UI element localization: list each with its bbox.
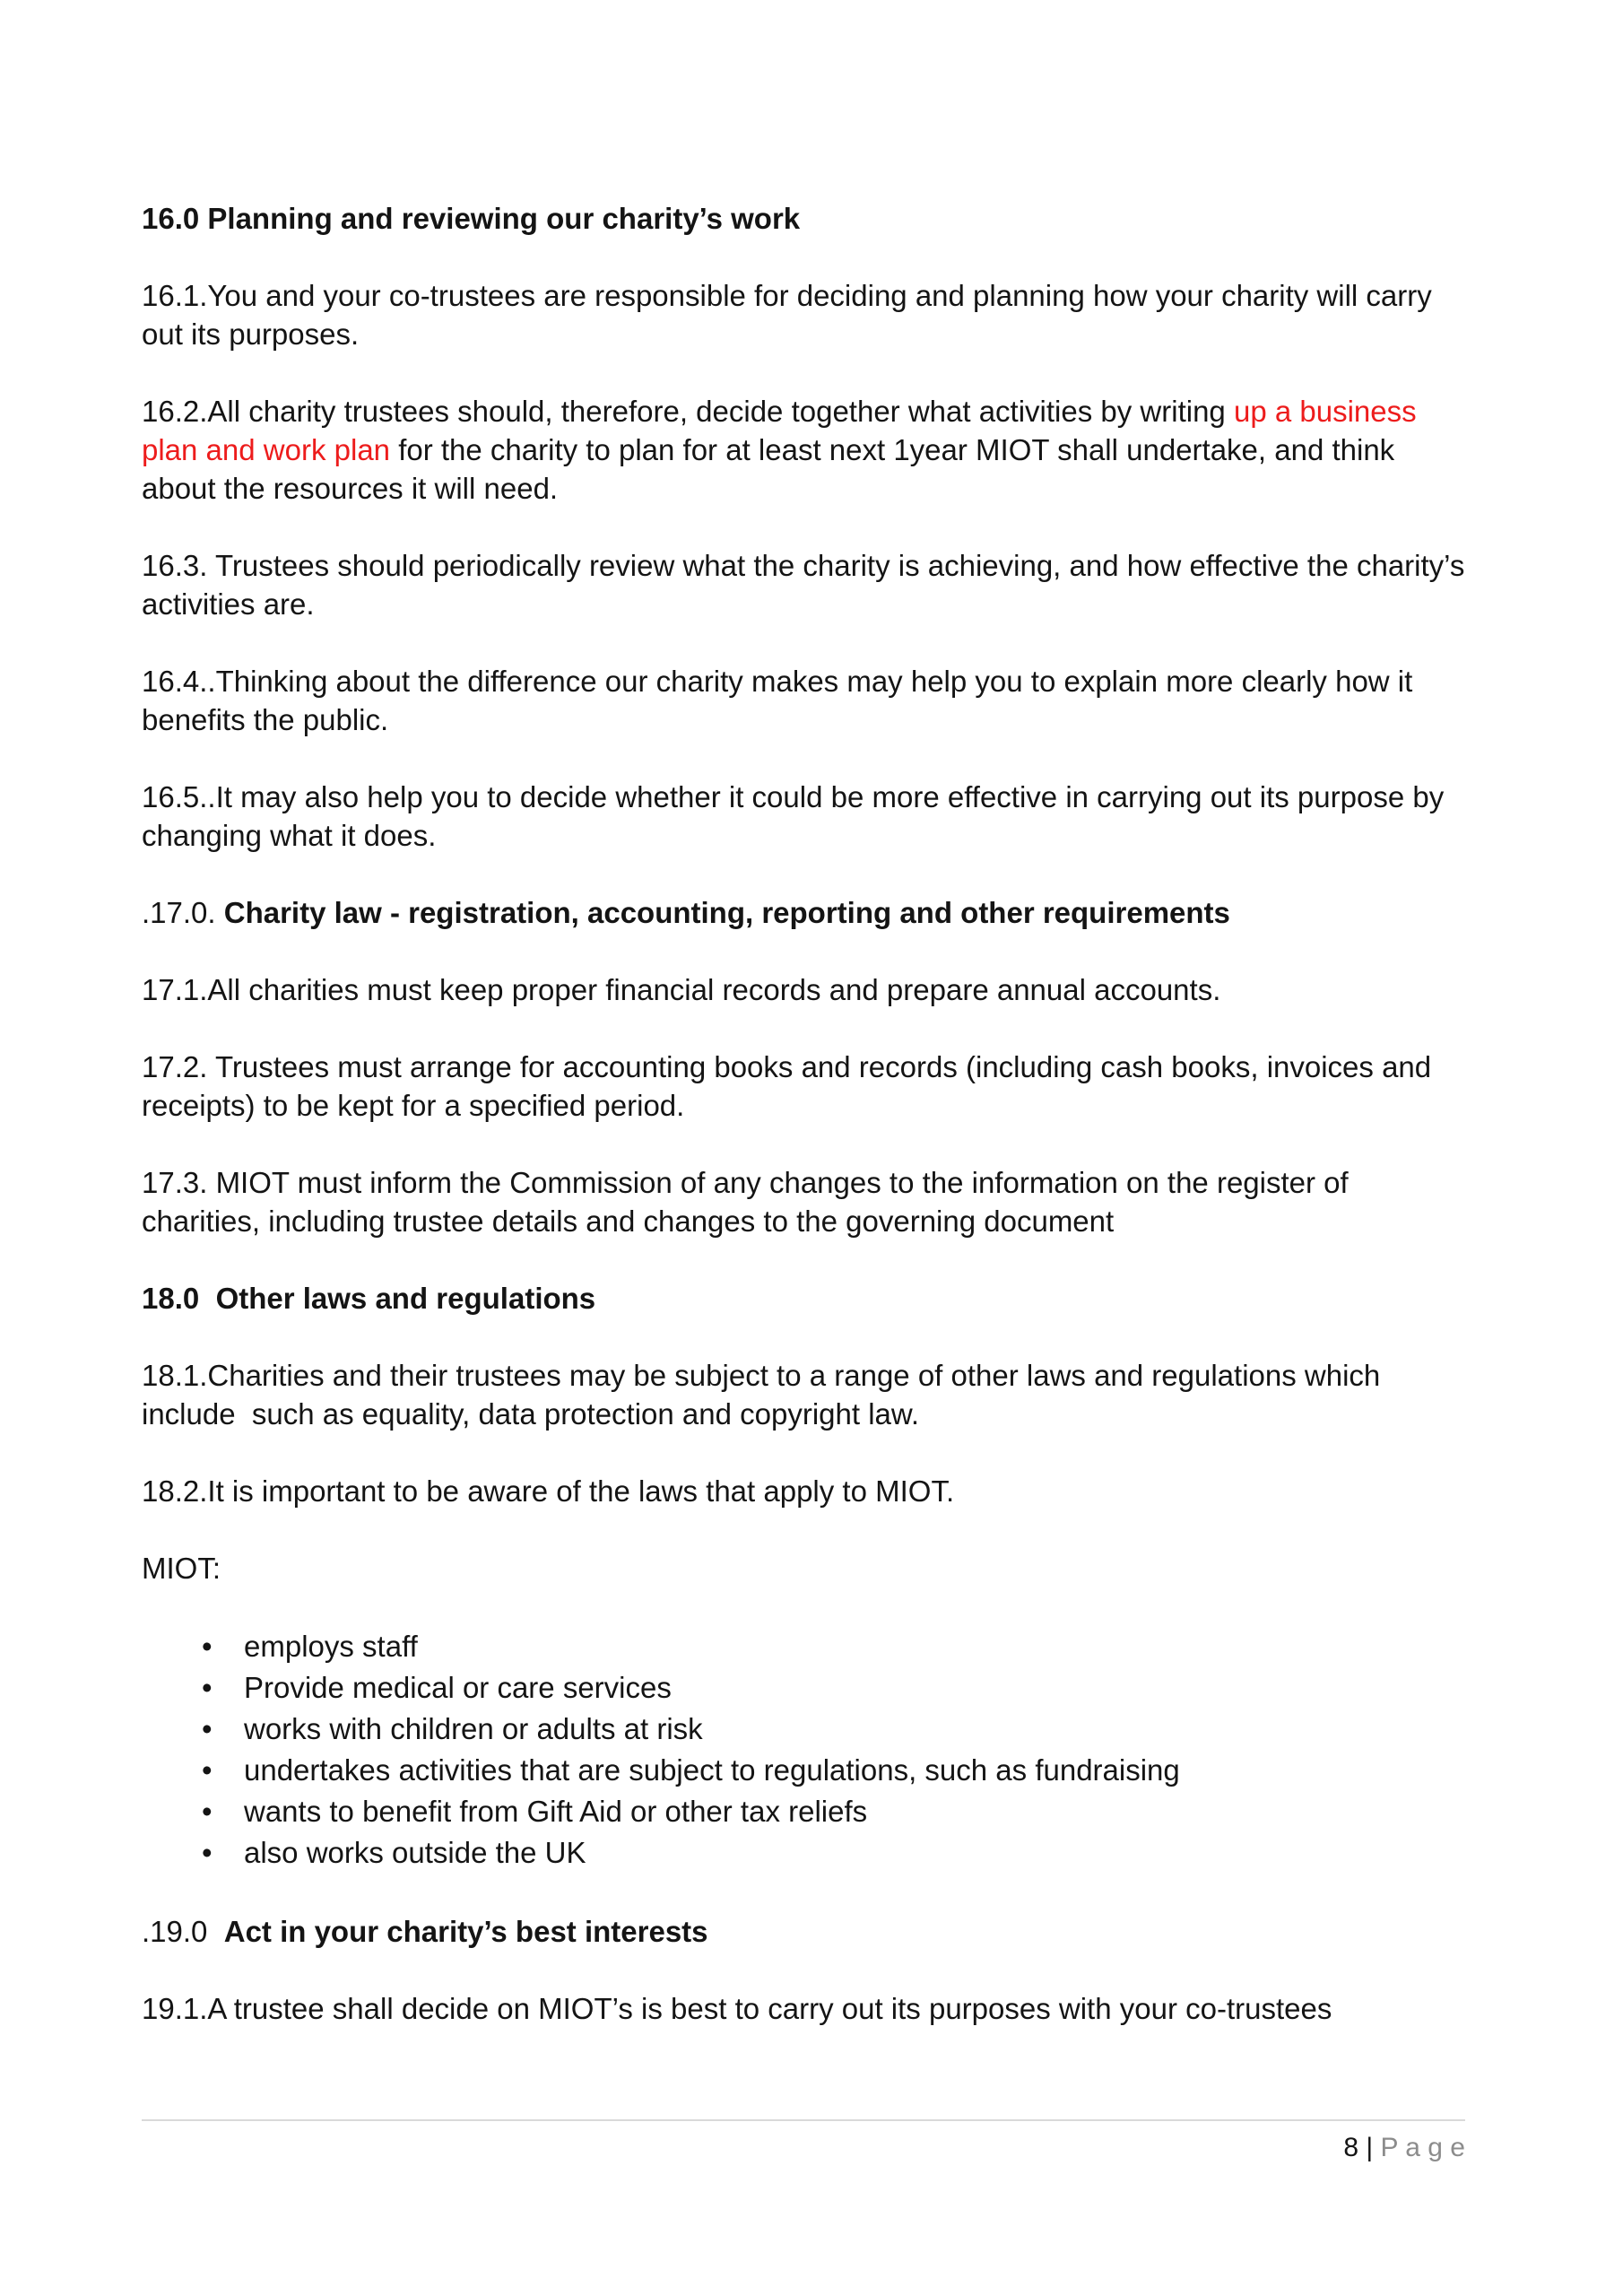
footer-page-label: P a g e — [1380, 2133, 1465, 2162]
list-item-regulated-activities — [142, 1750, 1465, 1791]
document-body — [142, 0, 1473, 2066]
section-heading-19 — [142, 1912, 1465, 1951]
page-number: 8 — [1343, 2133, 1358, 2162]
paragraph-16-2-text-after: for the charity to plan for at least next 1year MIOT shall undertake, and think about the resources it will need. — [142, 433, 1403, 505]
miot-label: MIOT: — [142, 1552, 221, 1585]
list-item-employs-staff — [142, 1626, 1465, 1667]
paragraph-16-4: 16.4..Thinking about the difference our charity makes may help you to explain more clearly how it benefits the public. — [142, 665, 1421, 736]
section-heading-18: 18.0 Other laws and regulations — [142, 1282, 596, 1315]
section-heading-19-title: Act in your charity’s best interests — [223, 1915, 708, 1948]
paragraph-17-2: 17.2. Trustees must arrange for accounting books and records (including cash books, invoices and receipts) to be kept for a specified period. — [142, 1050, 1440, 1122]
list-item-text: employs staff — [244, 1630, 418, 1663]
section-heading-17-title: Charity law - registration, accounting, reporting and other requirements — [223, 896, 1230, 929]
list-item-children-adults — [142, 1709, 1465, 1750]
list-item-text: Provide medical or care services — [244, 1671, 672, 1704]
section-heading-17 — [142, 893, 1465, 932]
paragraph-16-5: 16.5..It may also help you to decide whether it could be more effective in carrying out its purpose by changing what it does. — [142, 780, 1453, 852]
list-item-text: also works outside the UK — [244, 1836, 586, 1869]
section-heading-19-number: .19.0 — [142, 1915, 224, 1948]
list-item-text: works with children or adults at risk — [244, 1712, 703, 1745]
paragraph-16-2 — [142, 392, 1465, 508]
miot-characteristics-list — [142, 1626, 1465, 1874]
paragraph-16-2-red-highlight: up a business plan and work plan — [142, 395, 1425, 466]
list-item-medical-care — [142, 1667, 1465, 1709]
paragraph-16-3: 16.3. Trustees should periodically review what the charity is achieving, and how effective the charity’s activities are. — [142, 549, 1473, 621]
list-item-outside-uk — [142, 1832, 1465, 1874]
paragraph-16-1: 16.1.You and your co-trustees are responsible for deciding and planning how your charity will carry out its purposes. — [142, 279, 1440, 351]
paragraph-17-1: 17.1.All charities must keep proper financial records and prepare annual accounts. — [142, 973, 1221, 1006]
list-item-gift-aid — [142, 1791, 1465, 1832]
footer-separator: | — [1358, 2133, 1381, 2162]
paragraph-18-1: 18.1.Charities and their trustees may be subject to a range of other laws and regulations which include such as equality, data protection and copyright law. — [142, 1359, 1389, 1431]
paragraph-17-3: 17.3. MIOT must inform the Commission of any changes to the information on the register of charities, including trustee details and changes to the governing document — [142, 1166, 1357, 1238]
section-heading-16: 16.0 Planning and reviewing our charity’s work — [142, 202, 801, 235]
paragraph-18-2: 18.2.It is important to be aware of the laws that apply to MIOT. — [142, 1474, 955, 1508]
footer-divider-line — [142, 2119, 1465, 2121]
section-heading-17-number: .17.0. — [142, 896, 224, 929]
paragraph-19-1: 19.1.A trustee shall decide on MIOT’s is best to carry out its purposes with your co-trustees — [142, 1992, 1332, 2025]
list-item-text: undertakes activities that are subject to regulations, such as fundraising — [244, 1753, 1180, 1787]
paragraph-16-2-text-before: 16.2.All charity trustees should, therefore, decide together what activities by writing — [142, 395, 1234, 428]
list-item-text: wants to benefit from Gift Aid or other tax reliefs — [244, 1795, 868, 1828]
page-footer — [142, 2131, 1465, 2165]
